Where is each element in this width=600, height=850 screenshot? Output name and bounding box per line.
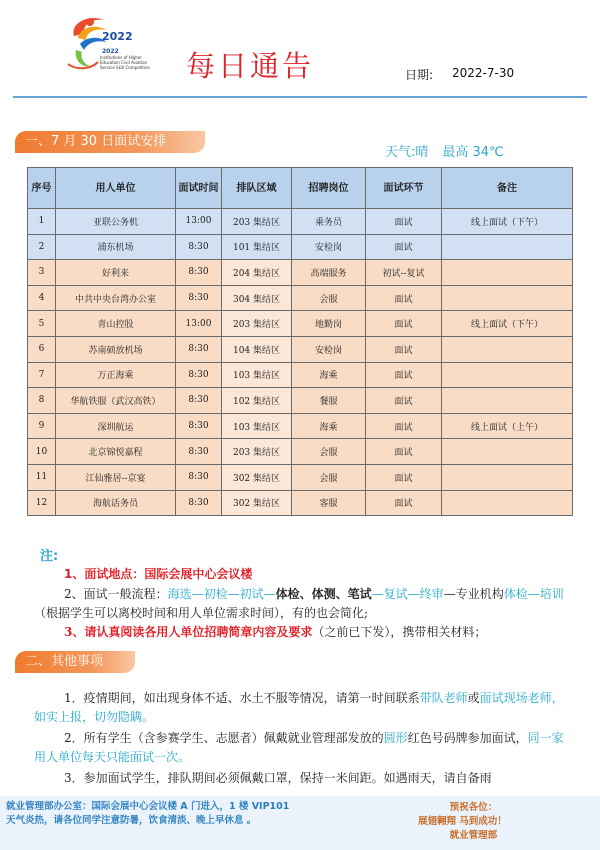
cell-stage: 面试 xyxy=(366,336,442,362)
footer-office-info xyxy=(6,800,289,828)
cell-remark: 线上面试（下午） xyxy=(442,311,573,337)
item2-mid: 红色号码牌参加面试， xyxy=(407,731,528,745)
cell-company: 华航铁服（武汉高铁） xyxy=(56,388,176,414)
interview-schedule-table xyxy=(27,167,573,516)
item1-contact1: 带队老师 xyxy=(419,691,468,705)
footer-office-address: 就业管理部办公室：国际会展中心会议楼 A 门进入，1 楼 VIP101 xyxy=(6,801,290,812)
cell-time: 8:30 xyxy=(176,413,222,439)
cell-area: 302 集结区 xyxy=(222,490,292,516)
cell-time: 8:30 xyxy=(176,490,222,516)
item1-mid: 或 xyxy=(467,691,480,705)
cell-no: 2 xyxy=(28,234,56,260)
cell-company: 海航话务员 xyxy=(56,490,176,516)
cell-company: 北京锦悦嘉程 xyxy=(56,439,176,465)
cell-position: 海乘 xyxy=(292,362,366,388)
item1-prefix: 1．疫情期间，如出现身体不适、水土不服等情况，请第一时间联系 xyxy=(64,691,420,705)
item2-rule: 同一家用人单位每天只能面试一次。 xyxy=(34,731,564,764)
cell-remark xyxy=(442,285,573,311)
table-row xyxy=(28,234,573,260)
table-row xyxy=(28,464,573,490)
table-row xyxy=(28,413,573,439)
footer-signature: 就业管理部 xyxy=(449,830,498,841)
notes-label: 注: xyxy=(40,549,59,564)
note2-bold: 体检、体测、笔试 xyxy=(275,587,372,601)
cell-position: 会服 xyxy=(292,464,366,490)
note-interview-location: 1、面试地点：国际会展中心会议楼 xyxy=(64,567,253,581)
header-time: 面试时间 xyxy=(176,168,222,209)
cell-area: 203 集结区 xyxy=(222,209,292,235)
item2-prefix: 2．所有学生（含参赛学生、志愿者）佩戴就业管理部发放的 xyxy=(64,731,384,745)
header-area: 排队区域 xyxy=(222,168,292,209)
table-row xyxy=(28,388,573,414)
cell-stage: 面试 xyxy=(366,209,442,235)
header-company: 用人单位 xyxy=(56,168,176,209)
logo-year: 2022 xyxy=(102,30,133,43)
cell-position: 会服 xyxy=(292,285,366,311)
cell-stage: 面试 xyxy=(366,311,442,337)
section-title-other-matters: 二、其他事项 xyxy=(15,651,135,673)
table-row xyxy=(28,260,573,286)
cell-stage: 面试 xyxy=(366,464,442,490)
note3-main: 3、请认真阅读各用人单位招聘简章内容及要求 xyxy=(64,625,313,639)
section-title-interview-schedule: 一、7 月 30 日面试安排 xyxy=(15,131,205,153)
weather-label: 天气:晴 xyxy=(385,145,429,160)
header-no: 序号 xyxy=(28,168,56,209)
cell-no: 6 xyxy=(28,336,56,362)
table-row xyxy=(28,490,573,516)
table-row xyxy=(28,311,573,337)
header-stage: 面试环节 xyxy=(366,168,442,209)
note3-suffix: （之前已下发），携带相关材料； xyxy=(312,625,487,639)
footer-wish-message: 展翅翱翔 马到成功！ xyxy=(418,816,507,827)
cell-company: 好利来 xyxy=(56,260,176,286)
cell-position: 乘务员 xyxy=(292,209,366,235)
table-row xyxy=(28,439,573,465)
cell-stage: 面试 xyxy=(366,234,442,260)
cell-no: 8 xyxy=(28,388,56,414)
cell-time: 8:30 xyxy=(176,388,222,414)
cell-stage: 面试 xyxy=(366,362,442,388)
cell-area: 101 集结区 xyxy=(222,234,292,260)
cell-area: 103 集结区 xyxy=(222,413,292,439)
cell-position: 客服 xyxy=(292,490,366,516)
weather-info xyxy=(385,141,518,160)
cell-company: 中共中央台湾办公室 xyxy=(56,285,176,311)
cell-area: 103 集结区 xyxy=(222,362,292,388)
cell-time: 13:00 xyxy=(176,311,222,337)
competition-logo xyxy=(60,8,150,90)
cell-stage: 面试 xyxy=(366,439,442,465)
cell-time: 8:30 xyxy=(176,260,222,286)
note2-suffix: （根据学生可以离校时间和用人单位需求时间），有的也会简化; xyxy=(34,606,369,620)
table-row xyxy=(28,362,573,388)
cell-stage: 面试 xyxy=(366,285,442,311)
cell-stage: 面试 xyxy=(366,490,442,516)
footer-weather-reminder: 天气炎热，请各位同学注意防暑，饮食清淡、晚上早休息 。 xyxy=(6,815,257,826)
cell-area: 104 集结区 xyxy=(222,336,292,362)
cell-position: 餐服 xyxy=(292,388,366,414)
cell-company: 青山控股 xyxy=(56,311,176,337)
item-mask-notice: 3．参加面试学生，排队期间必须佩戴口罩，保持一米间距。如遇雨天，请自备雨 xyxy=(64,771,492,785)
note2-middle: —专业机构 xyxy=(443,587,504,601)
cell-position: 高端服务 xyxy=(292,260,366,286)
table-row xyxy=(28,209,573,235)
cell-area: 203 集结区 xyxy=(222,311,292,337)
cell-time: 8:30 xyxy=(176,336,222,362)
cell-no: 12 xyxy=(28,490,56,516)
date-label: 日期: xyxy=(405,68,434,82)
footer-wishes xyxy=(418,801,507,843)
item-badge-notice xyxy=(34,729,574,767)
cell-remark xyxy=(442,388,573,414)
footer-wish-greeting: 预祝各位： xyxy=(449,802,498,813)
item1-contact2: 面试现场老师，如实上报，切勿隐瞒。 xyxy=(34,691,564,724)
cell-area: 203 集结区 xyxy=(222,439,292,465)
cell-company: 苏南硕放机场 xyxy=(56,336,176,362)
cell-time: 8:30 xyxy=(176,362,222,388)
note-read-requirements xyxy=(34,623,574,642)
cell-no: 5 xyxy=(28,311,56,337)
weather-temp: 最高 34℃ xyxy=(442,145,504,160)
cell-area: 302 集结区 xyxy=(222,464,292,490)
cell-area: 204 集结区 xyxy=(222,260,292,286)
cell-company: 亚联公务机 xyxy=(56,209,176,235)
cell-stage: 初试--复试 xyxy=(366,260,442,286)
cell-remark xyxy=(442,362,573,388)
cell-area: 304 集结区 xyxy=(222,285,292,311)
cell-time: 8:30 xyxy=(176,234,222,260)
logo-org-text: Institutions of Higher Education Civil Aviation Service Skill Competition xyxy=(100,55,150,70)
date-value: 2022-7-30 xyxy=(452,66,515,80)
cell-no: 10 xyxy=(28,439,56,465)
cell-time: 8:30 xyxy=(176,285,222,311)
cell-position: 会服 xyxy=(292,439,366,465)
cell-remark: 线上面试（上午） xyxy=(442,413,573,439)
header-divider xyxy=(13,96,587,98)
cell-company: 江仙雅居--京宴 xyxy=(56,464,176,490)
note2-flow3: 体检—培训 xyxy=(503,587,564,601)
note2-flow2: —复试—终审 xyxy=(371,587,444,601)
cell-position: 海乘 xyxy=(292,413,366,439)
cell-position: 安检岗 xyxy=(292,234,366,260)
cell-remark xyxy=(442,336,573,362)
cell-no: 9 xyxy=(28,413,56,439)
cell-position: 地勤岗 xyxy=(292,311,366,337)
cell-company: 浦东机场 xyxy=(56,234,176,260)
header-remark: 备注 xyxy=(442,168,573,209)
cell-stage: 面试 xyxy=(366,413,442,439)
cell-no: 4 xyxy=(28,285,56,311)
item2-shape: 圆形 xyxy=(383,731,408,745)
cell-remark xyxy=(442,260,573,286)
page-title: 每日通告 xyxy=(186,49,315,83)
cell-remark xyxy=(442,464,573,490)
table-header-row xyxy=(28,168,573,209)
cell-remark xyxy=(442,439,573,465)
cell-area: 102 集结区 xyxy=(222,388,292,414)
header-position: 招聘岗位 xyxy=(292,168,366,209)
item-epidemic-notice xyxy=(34,689,574,727)
cell-remark: 线上面试（下午） xyxy=(442,209,573,235)
cell-company: 深圳航运 xyxy=(56,413,176,439)
cell-remark xyxy=(442,490,573,516)
cell-position: 安检岗 xyxy=(292,336,366,362)
cell-company: 万正海乘 xyxy=(56,362,176,388)
cell-no: 3 xyxy=(28,260,56,286)
cell-stage: 面试 xyxy=(366,388,442,414)
cell-no: 1 xyxy=(28,209,56,235)
note2-flow: 海选—初检—初试— xyxy=(167,587,276,601)
logo-year-small: 2022 xyxy=(102,48,119,55)
cell-remark xyxy=(442,234,573,260)
cell-time: 13:00 xyxy=(176,209,222,235)
cell-no: 7 xyxy=(28,362,56,388)
table-row xyxy=(28,336,573,362)
note2-prefix: 2、面试一般流程： xyxy=(64,587,168,601)
cell-time: 8:30 xyxy=(176,439,222,465)
note-interview-process xyxy=(34,585,574,623)
cell-no: 11 xyxy=(28,464,56,490)
table-row xyxy=(28,285,573,311)
cell-time: 8:30 xyxy=(176,464,222,490)
